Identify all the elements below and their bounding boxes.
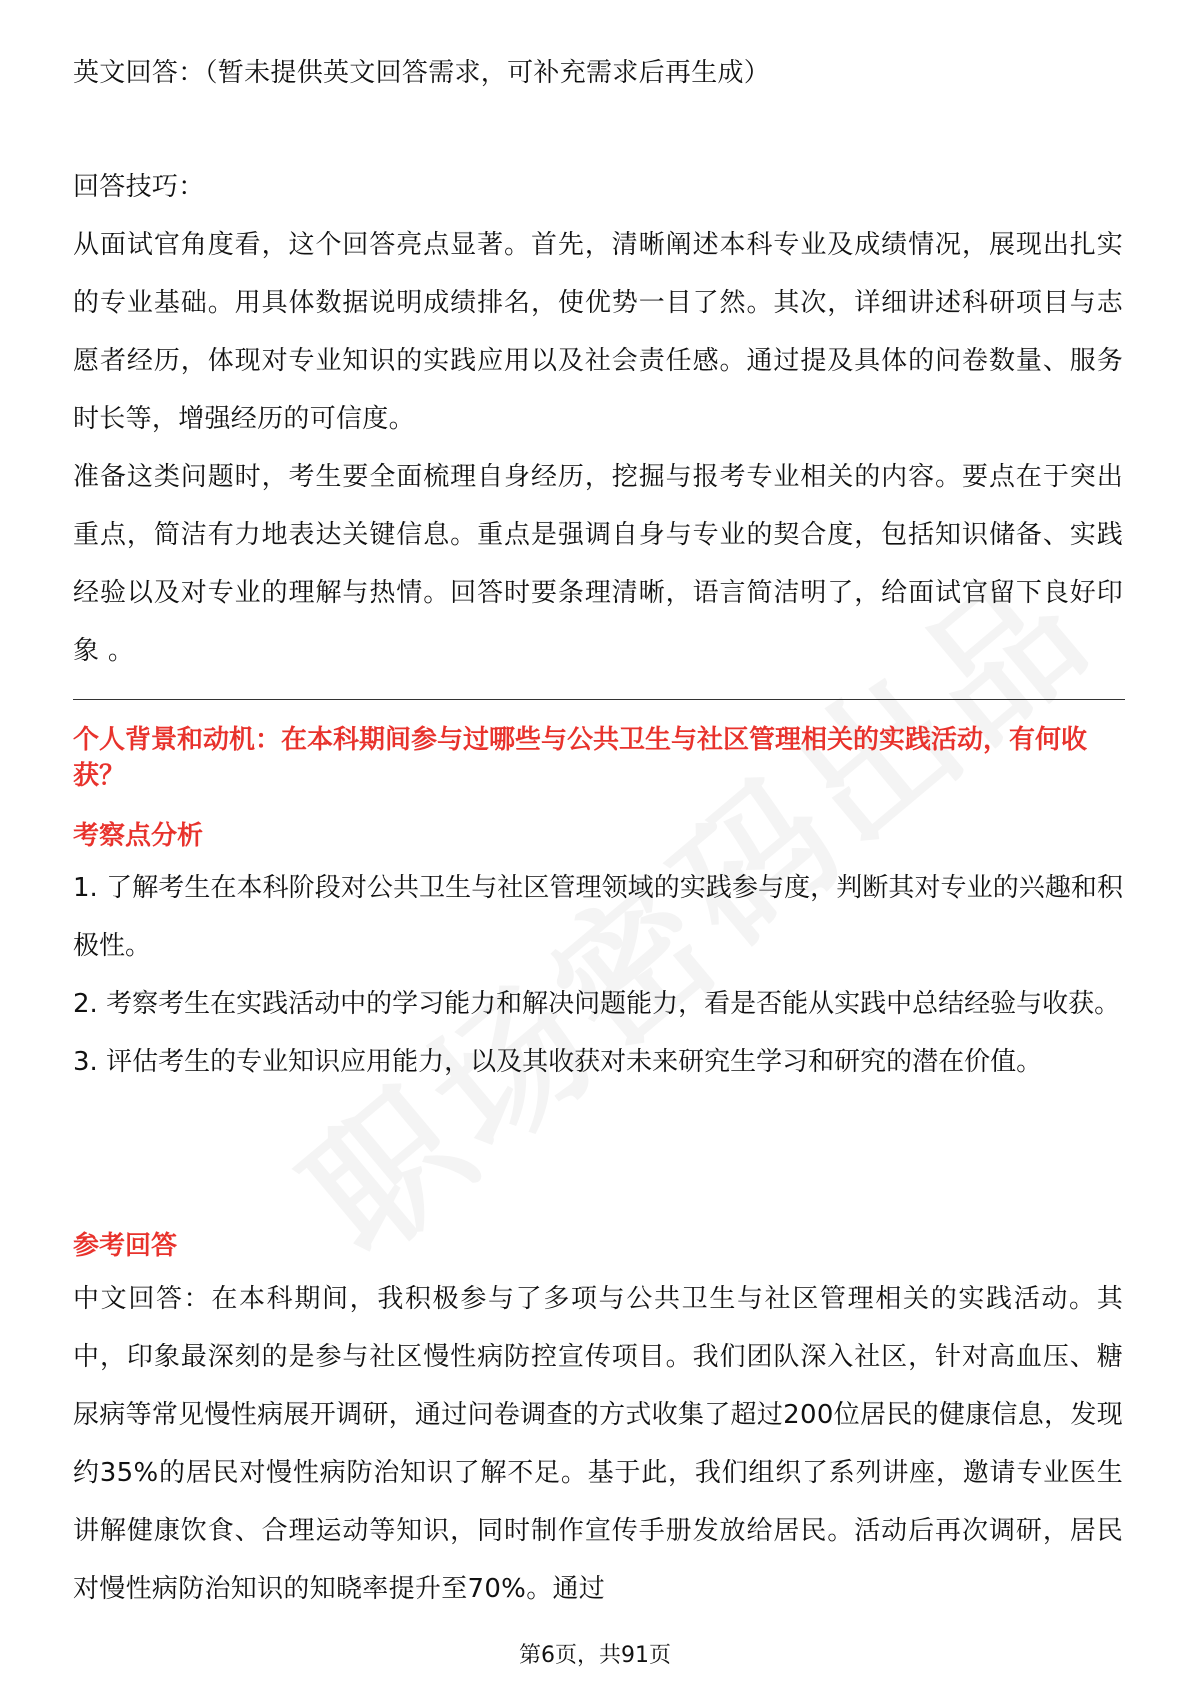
answer-tips-paragraph-2: 准备这类问题时，考生要全面梳理自身经历，挖掘与报考专业相关的内容。要点在于突出重点，简洁有力地表达关键信息。重点是强调自身与专业的契合度，包括知识储备、实践经验以及对专业的理解与热情。回答时要条理清晰，语言简洁明了，给面试官留下良好印象 。 xyxy=(73,462,1123,666)
analysis-item: 3. 评估考生的专业知识应用能力，以及其收获对未来研究生学习和研究的潜在价值。 xyxy=(73,1047,1043,1077)
answer-tips-label: 回答技巧： xyxy=(73,172,205,202)
chinese-answer-text: 中文回答：在本科期间，我积极参与了多项与公共卫生与社区管理相关的实践活动。其中，印象最深刻的是参与社区慢性病防控宣传项目。我们团队深入社区，针对高血压、糖尿病等常见慢性病展开调研，通过问卷调查的方式收集了超过200位居民的健康信息，发现约35%的居民对慢性病防治知识了解不足。基于此，我们组织了系列讲座，邀请专业医生讲解健康饮食、合理运动等知识，同时制作宣传手册发放给居民。活动后再次调研，居民对慢性病防治知识的知晓率提升至70%。通过 xyxy=(73,1284,1123,1604)
analysis-heading: 考察点分析 xyxy=(73,821,204,851)
section-divider xyxy=(73,699,1125,700)
reference-answer-section xyxy=(73,1270,1123,1618)
analysis-item: 1. 了解考生在本科阶段对公共卫生与社区管理领域的实践参与度，判断其对专业的兴趣和积极性。 xyxy=(73,873,1123,961)
answer-tips-section xyxy=(73,158,1123,680)
reference-heading: 参考回答 xyxy=(73,1231,178,1261)
question-title: 个人背景和动机：在本科期间参与过哪些与公共卫生与社区管理相关的实践活动，有何收获？ xyxy=(73,725,1088,791)
english-answer-text: 英文回答：（暂未提供英文回答需求，可补充需求后再生成） xyxy=(73,58,771,88)
page-number-footer: 第6页，共91页 xyxy=(519,1643,671,1668)
analysis-list xyxy=(73,859,1123,1091)
analysis-item: 2. 考察考生在实践活动中的学习能力和解决问题能力，看是否能从实践中总结经验与收获。 xyxy=(73,989,1121,1019)
answer-tips-paragraph-1: 从面试官角度看，这个回答亮点显著。首先，清晰阐述本科专业及成绩情况，展现出扎实的专业基础。用具体数据说明成绩排名，使优势一目了然。其次，详细讲述科研项目与志愿者经历，体现对专业知识的实践应用以及社会责任感。通过提及具体的问卷数量、服务时长等，增强经历的可信度。 xyxy=(73,230,1123,434)
